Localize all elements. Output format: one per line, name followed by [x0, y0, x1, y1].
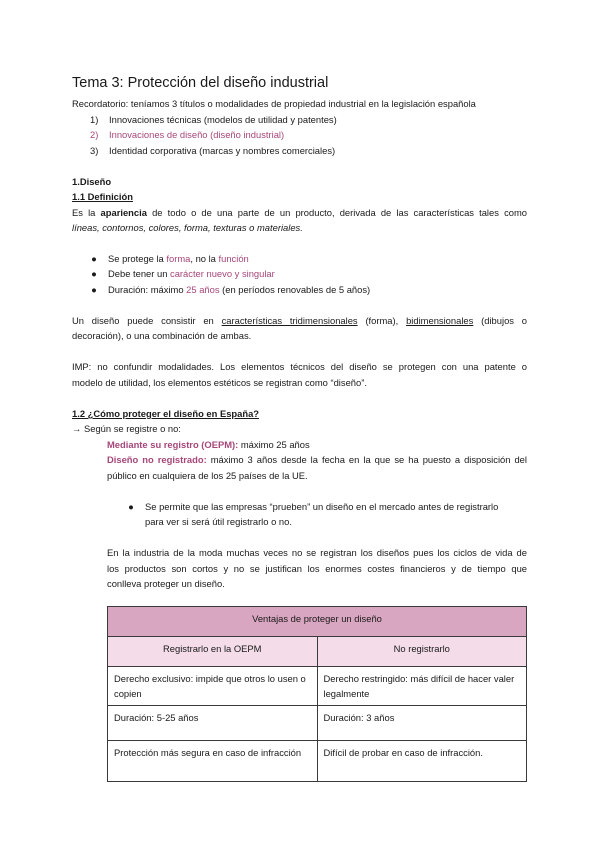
unregistered-design-line2: público en cualquiera de los 25 países de la UE. [107, 470, 308, 481]
arrow-line: → Según se registre o no: [72, 423, 181, 434]
table-cell: Difícil de probar en caso de infracción. [317, 741, 527, 782]
unregistered-design: Diseño no registrado: máximo 3 años desde la fecha en la que se ha puesto a disposición del [107, 454, 527, 465]
subsection-heading: 1.2 ¿Cómo proteger el diseño en España? [72, 408, 260, 419]
reminder-text: Recordatorio: teníamos 3 títulos o modalidades de propiedad industrial en la legislación española [72, 98, 476, 109]
list-item: ● Duración: máximo 25 años (en períodos renovables de 5 años) [91, 284, 371, 295]
list-item-line2: para ver si será útil registrarlo o no. [145, 516, 292, 527]
table-row [108, 741, 527, 782]
registered-design: Mediante su registro (OEPM): máximo 25 años [107, 439, 310, 450]
imp-note-line2: modelo de utilidad, los elementos estéticos se registran como “diseño”. [72, 377, 367, 388]
definition-text: Es la apariencia de todo o de una parte de un producto, derivada de las características tales como [72, 207, 527, 218]
table-title: Ventajas de proteger un diseño [108, 607, 527, 637]
list-item: ● Se protege la forma, no la función [91, 253, 249, 264]
advantages-table [107, 606, 527, 782]
list-item: 3) Identidad corporativa (marcas y nombres comerciales) [90, 145, 336, 156]
bullet-icon: ● [91, 284, 97, 295]
subsection-heading: 1.1 Definición [72, 191, 133, 202]
page-title: Tema 3: Protección del diseño industrial [72, 75, 329, 91]
list-item: ● Debe tener un carácter nuevo y singular [91, 268, 275, 279]
design-paragraph: Un diseño puede consistir en características tridimensionales (forma), bidimensionales (dibujos o [72, 315, 528, 326]
table-header-oepm: Registrarlo en la OEPM [108, 637, 318, 667]
table-cell: Duración: 5-25 años [108, 706, 318, 741]
design-paragraph-line2: decoración), o una combinación de ambas. [72, 330, 252, 341]
table-cell: Protección más segura en caso de infracción [108, 741, 318, 782]
table-cell: Duración: 3 años [317, 706, 527, 741]
bullet-icon: ● [91, 268, 97, 279]
fashion-paragraph: En la industria de la moda muchas veces no se registran los diseños pues los ciclos de vida de [107, 547, 527, 558]
table-cell: Derecho exclusivo: impide que otros lo usen o copien [108, 667, 318, 706]
list-item: 1) Innovaciones técnicas (modelos de utilidad y patentes) [90, 114, 337, 125]
fashion-paragraph-line2: los productos son cortos y no se justifican los enormes costes financieros y de tiempo que [107, 563, 527, 574]
table-header-unregistered: No registrarlo [317, 637, 527, 667]
list-item: ● Se permite que las empresas “prueben” un diseño en el mercado antes de registrarlo [128, 501, 499, 512]
section-heading: 1.Diseño [72, 176, 112, 187]
fashion-paragraph-line3: conlleva proteger un diseño. [107, 578, 225, 589]
table-row [108, 667, 527, 706]
table-cell: Derecho restringido: más difícil de hacer valer legalmente [317, 667, 527, 706]
imp-note: IMP: no confundir modalidades. Los elementos técnicos del diseño se protegen con una patente o [72, 361, 527, 372]
table-row [108, 706, 527, 741]
bullet-icon: ● [128, 501, 134, 512]
list-item: 2) Innovaciones de diseño (diseño industrial) [90, 129, 285, 140]
definition-text-line2: líneas, contornos, colores, forma, texturas o materiales. [72, 222, 303, 233]
bullet-icon: ● [91, 253, 97, 264]
